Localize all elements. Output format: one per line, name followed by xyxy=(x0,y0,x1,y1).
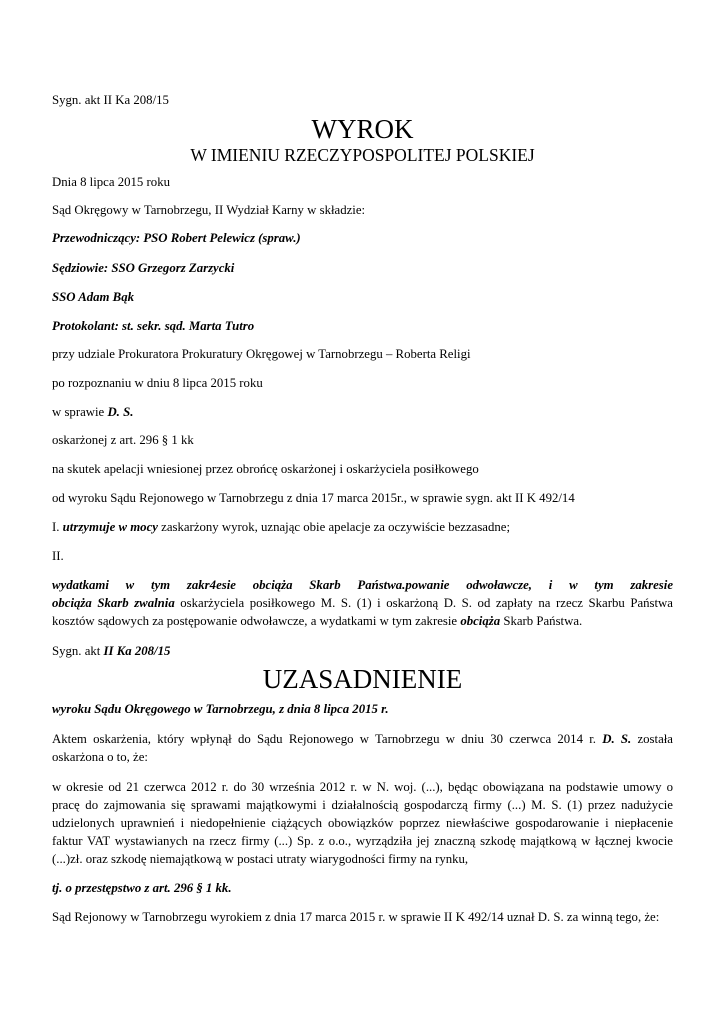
prosecutor-line: przy udziale Prokuratora Prokuratury Okręgowej w Tarnobrzegu – Roberta Religi xyxy=(52,347,471,361)
paragraph-1-bold: D. S. xyxy=(602,732,632,746)
ruling-item-2-number: II. xyxy=(52,549,64,563)
ruling-item-1-number: I. xyxy=(52,520,60,534)
presiding-judge: Przewodniczący: PSO Robert Pelewicz (spraw.) xyxy=(52,231,301,245)
case-signature-2 xyxy=(52,643,170,659)
case-signature-2-prefix: Sygn. akt xyxy=(52,644,104,658)
judgment-title: WYROK xyxy=(311,114,414,144)
appealed-judgment-line: od wyroku Sądu Rejonowego w Tarnobrzegu z dnia 17 marca 2015r., w sprawie sygn. akt II K 492/14 xyxy=(52,491,575,505)
justification-subtitle: wyroku Sądu Okręgowego w Tarnobrzegu, z dnia 8 lipca 2015 r. xyxy=(52,702,389,716)
ruling-item-1-text: zaskarżony wyrok, uznając obie apelacje za oczywiście bezzasadne; xyxy=(157,520,511,534)
paragraph-2-line-5: (...)zł. oraz szkodę niemajątkową w postaci utraty wiarygodności firmy na rynku, xyxy=(52,852,469,866)
judgment-subtitle: W IMIENIU RZECZYPOSPOLITEJ POLSKIEJ xyxy=(190,145,535,165)
court-composition: Sąd Okręgowy w Tarnobrzegu, II Wydział Karny w składzie: xyxy=(52,203,366,217)
ruling-item-2-line-1: wydatkami w tym zakr4esie obciąża Skarb Państwa.powanie odwoławcze, i w tym zakresie xyxy=(52,578,673,592)
court-clerk: Protokolant: st. sekr. sąd. Marta Tutro xyxy=(52,319,255,333)
judgment-date: Dnia 8 lipca 2015 roku xyxy=(52,175,170,189)
offense-line: tj. o przestępstwo z art. 296 § 1 kk. xyxy=(52,881,232,895)
ruling-item-2-line-3 xyxy=(52,613,582,629)
ruling-item-2-line-3-bold: obciąża xyxy=(460,614,501,628)
ruling-item-1 xyxy=(52,519,510,535)
ruling-item-2-line-3-a: kosztów sądowych za postępowanie odwoławcze, a wydatkami w tym zakresie xyxy=(52,614,461,628)
ruling-item-1-bold: utrzymuje w mocy xyxy=(62,520,158,534)
paragraph-2-line-4: faktur VAT wystawianych na rzecz firmy (...) Sp. z o.o., wyrządziła jej znaczną szkodę majątkową w łącznej kwocie xyxy=(52,834,673,848)
paragraph-2-line-1: w okresie od 21 czerwca 2012 r. do 30 września 2012 r. w N. woj. (...), będąc obowiązana na podstawie umowy o xyxy=(52,780,673,794)
district-court-verdict: Sąd Rejonowy w Tarnobrzegu wyrokiem z dnia 17 marca 2015 r. w sprawie II K 492/14 uznał D. S. za winną tego, że: xyxy=(52,910,660,924)
case-defendant: D. S. xyxy=(107,405,134,419)
ruling-item-2-line-2 xyxy=(52,595,673,611)
case-line xyxy=(52,404,133,420)
paragraph-2-line-2: pracę do zajmowania się sprawami majątkowymi i działalnością gospodarczą firmy (...) M. S. (1) przez nadużycie xyxy=(52,798,673,812)
case-signature-2-number: II Ka 208/15 xyxy=(103,644,171,658)
case-prefix: w sprawie xyxy=(52,405,108,419)
considered-line: po rozpoznaniu w dniu 8 lipca 2015 roku xyxy=(52,376,263,390)
judges: Sędziowie: SSO Grzegorz Zarzycki xyxy=(52,261,235,275)
ruling-item-2-text: oskarżyciela posiłkowego M. S. (1) i oskarżoną D. S. od zapłaty na rzecz Skarbu Państwa xyxy=(174,596,673,610)
paragraph-1-line-2: oskarżona o to, że: xyxy=(52,750,148,764)
case-signature: Sygn. akt II Ka 208/15 xyxy=(52,93,169,107)
appeal-line: na skutek apelacji wniesionej przez obrońcę oskarżonej i oskarżyciela posiłkowego xyxy=(52,462,479,476)
paragraph-1-a: Aktem oskarżenia, który wpłynął do Sądu Rejonowego w Tarnobrzegu w dniu 30 czerwca 2014 r. xyxy=(52,732,603,746)
paragraph-1-b: została xyxy=(631,732,673,746)
judge-second: SSO Adam Bąk xyxy=(52,290,135,304)
justification-title: UZASADNIENIE xyxy=(262,664,463,694)
ruling-item-2-bold: obciąża Skarb zwalnia xyxy=(52,596,175,610)
paragraph-1-line-1 xyxy=(52,731,673,747)
ruling-item-2-line-3-b: Skarb Państwa. xyxy=(500,614,583,628)
paragraph-2-line-3: udzielonych uprawnień i niedopełnienie ciążących obowiązków poprzez niewłaściwe gospodarowanie i niepłacenie xyxy=(52,816,673,830)
charge-line: oskarżonej z art. 296 § 1 kk xyxy=(52,433,194,447)
